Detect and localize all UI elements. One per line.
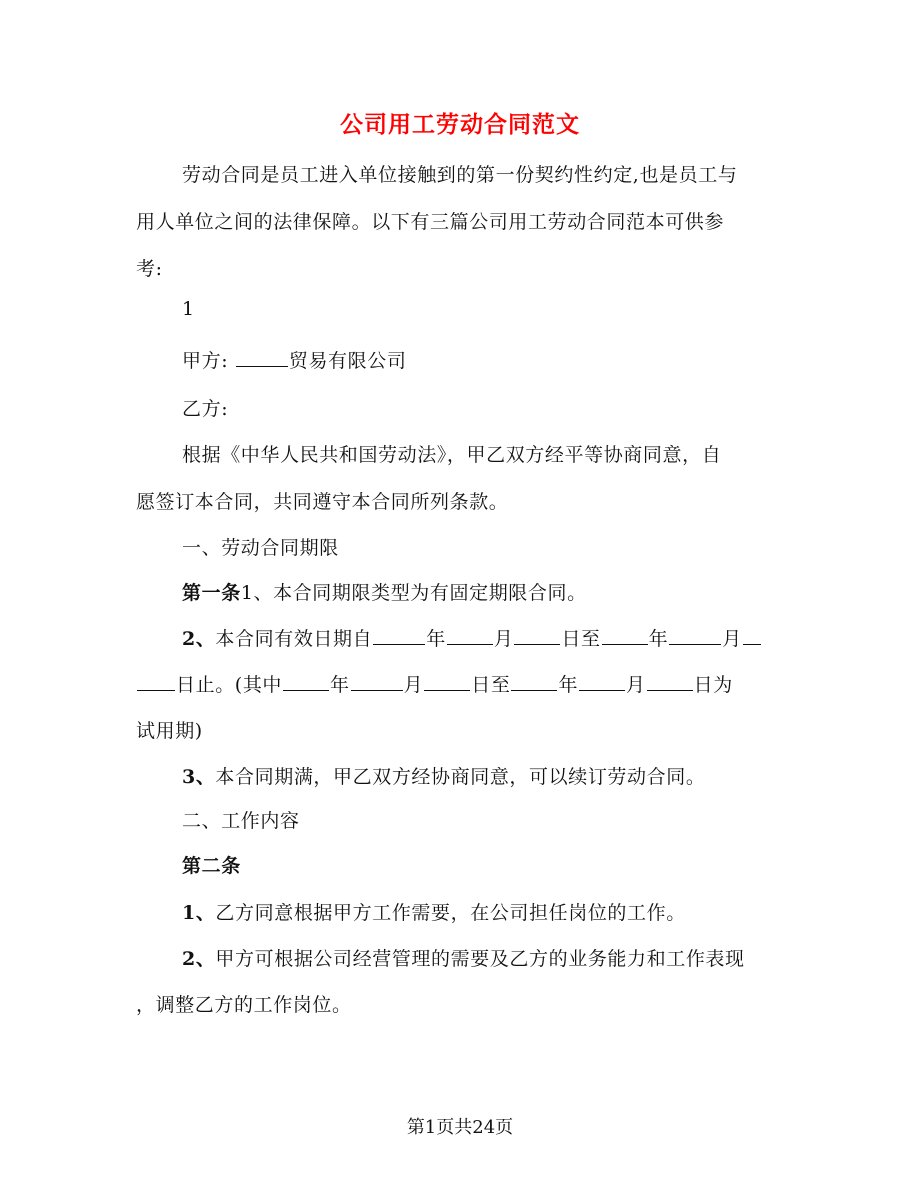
blank	[743, 643, 761, 645]
duty-2-line-1	[182, 944, 745, 971]
party-a-label: 甲方:	[182, 350, 229, 372]
blank	[514, 643, 560, 645]
basis-line-1: 根据《中华人民共和国劳动法》，甲乙双方经平等协商同意，自	[182, 444, 722, 466]
year-unit: 年	[330, 674, 350, 696]
year-unit: 年	[558, 674, 579, 696]
document-title: 公司用工劳动合同范文	[340, 111, 580, 138]
clause-3-line	[182, 762, 705, 789]
blank	[447, 643, 493, 645]
article-1-text: 1、本合同期限类型为有固定期限合同。	[240, 582, 587, 604]
article-1-line	[182, 578, 587, 605]
to-unit: 日至	[561, 628, 601, 650]
duty-2-text: 甲方可根据公司经营管理的需要及乙方的业务能力和工作表现	[215, 948, 745, 970]
clause-2-number: 2、	[182, 628, 216, 650]
duty-2-number: 2、	[182, 948, 216, 970]
clause-3-text: 本合同期满，甲乙双方经协商同意，可以续订劳动合同。	[215, 766, 706, 788]
end-stop-text: 日止。(其中	[176, 674, 283, 696]
intro-line-3: 考:	[136, 258, 163, 280]
clause-2-line-2	[136, 670, 733, 697]
blank	[511, 689, 557, 691]
year-unit: 年	[648, 628, 669, 650]
blank	[137, 689, 175, 691]
clause-2-line-3: 试用期)	[136, 720, 203, 742]
party-a-line	[182, 346, 406, 373]
party-a-blank	[236, 365, 288, 367]
duty-2-line-2: ，调整乙方的工作岗位。	[136, 994, 352, 1016]
clause-2-line-1	[182, 624, 762, 651]
duty-1-number: 1、	[182, 902, 216, 924]
section-1-heading: 一、劳动合同期限	[182, 537, 339, 559]
month-unit: 月	[626, 674, 646, 696]
clause-2-text: 本合同有效日期自	[215, 628, 373, 650]
blank	[283, 689, 329, 691]
blank	[351, 689, 403, 691]
blank	[647, 689, 693, 691]
intro-line-1: 劳动合同是员工进入单位接触到的第一份契约性约定,也是员工与	[182, 164, 738, 186]
article-2-label: 第二条	[182, 855, 241, 877]
clause-3-number: 3、	[182, 766, 216, 788]
basis-line-2: 愿签订本合同，共同遵守本合同所列条款。	[136, 491, 509, 513]
duty-1-line	[182, 898, 686, 925]
blank	[669, 643, 721, 645]
page-number: 第1页共24页	[406, 1117, 514, 1138]
blank	[579, 689, 625, 691]
duty-1-text: 乙方同意根据甲方工作需要，在公司担任岗位的工作。	[215, 902, 686, 924]
intro-line-2: 用人单位之间的法律保障。以下有三篇公司用工劳动合同范本可供参	[136, 211, 725, 233]
party-b-label: 乙方:	[182, 398, 229, 420]
year-unit: 年	[426, 628, 446, 650]
section-number: 1	[182, 298, 195, 320]
blank	[373, 643, 425, 645]
party-a-name: 贸易有限公司	[288, 350, 407, 372]
blank	[602, 643, 648, 645]
month-unit: 月	[403, 674, 424, 696]
section-2-heading: 二、工作内容	[182, 810, 300, 832]
month-unit: 月	[722, 628, 742, 650]
to-unit: 日至	[471, 674, 511, 696]
article-1-label: 第一条	[182, 582, 241, 604]
blank	[424, 689, 470, 691]
day-as-text: 日为	[693, 674, 733, 696]
month-unit: 月	[493, 628, 514, 650]
